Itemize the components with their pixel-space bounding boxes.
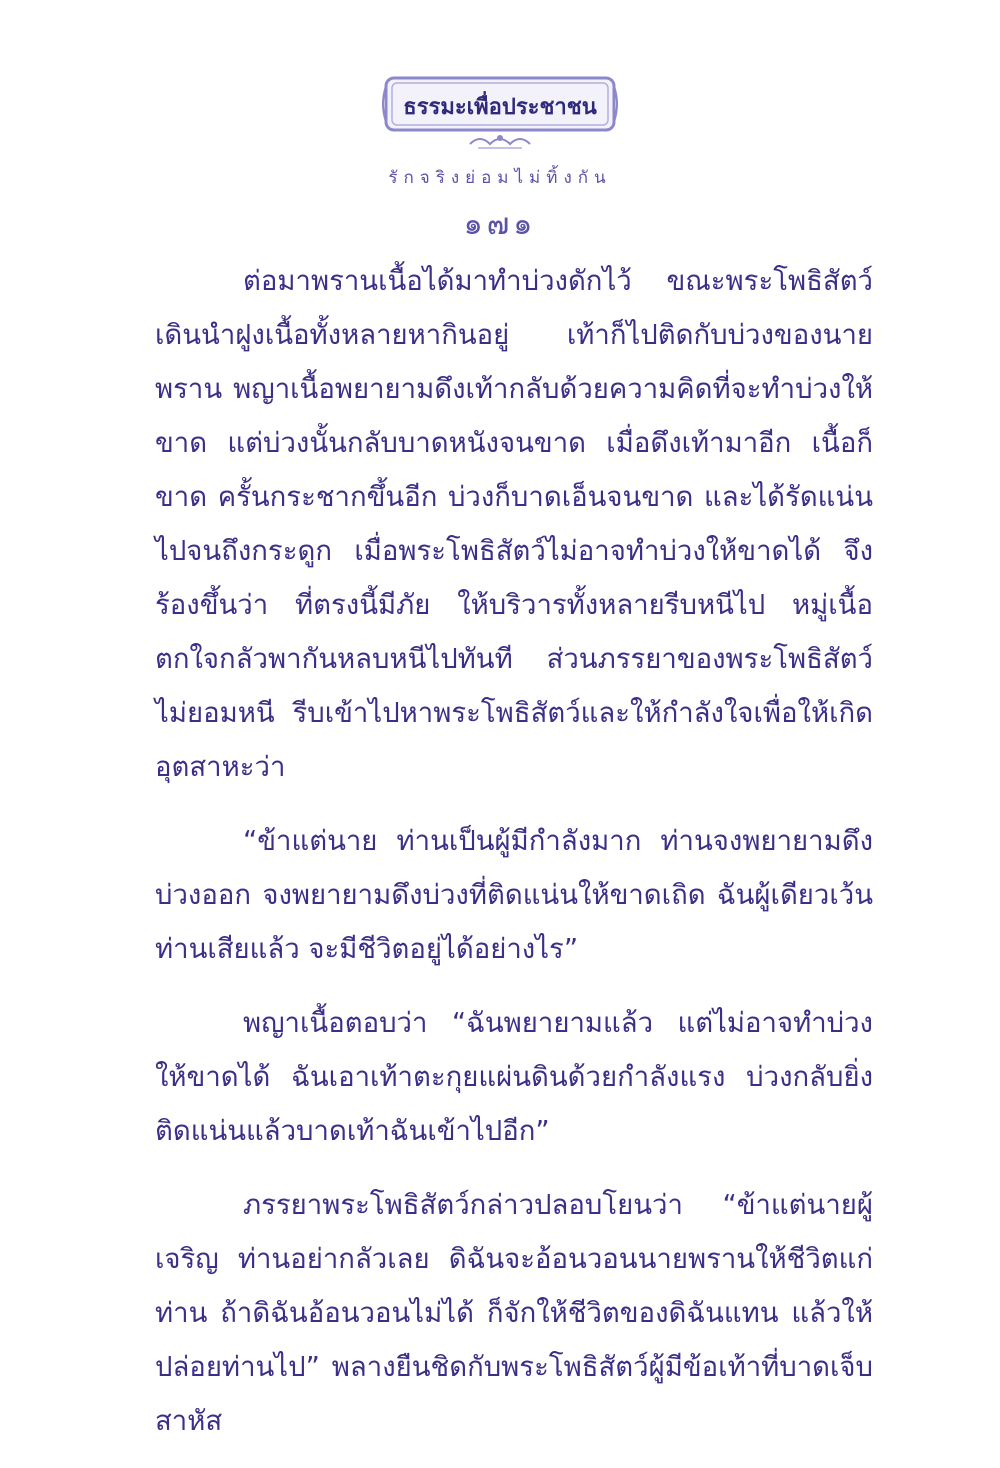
paragraph: พญาเนื้อตอบว่า “ฉันพยายามแล้ว แต่ไม่อาจทำบ่วงให้ขาดได้ ฉันเอาเท้าตะกุยแผ่นดินด้วยกำลังแรง บ่วงกลับยิ่งติดแน่นแล้วบาดเท้าฉันเข้าไปอีก” — [155, 1007, 873, 1147]
logo-text: ธรรมะเพื่อประชาชน — [403, 95, 597, 120]
paragraph: ต่อมาพรานเนื้อได้มาทำบ่วงดักไว้ ขณะพระโพธิสัตว์เดินนำฝูงเนื้อทั้งหลายหากินอยู่ เท้าก็ไปติดกับบ่วงของนายพราน พญาเนื้อพยายามดึงเท้ากลับด้วยความคิดที่จะทำบ่วงให้ขาด แต่บ่วงนั้นกลับบาดหนังจนขาด เมื่อดึงเท้ามาอีก เนื้อก็ขาด ครั้นกระชากขึ้นอีก บ่วงก็บาดเอ็นจนขาด และได้รัดแน่นไปจนถึงกระดูก เมื่อพระโพธิสัตว์ไม่อาจทำบ่วงให้ขาดได้ จึงร้องขึ้นว่า ที่ตรงนี้มีภัย ให้บริวารทั้งหลายรีบหนีไป หมู่เนื้อตกใจกลัวพากันหลบหนีไปทันที ส่วนภรรยาของพระโพธิสัตว์ไม่ยอมหนี รีบเข้าไปหาพระโพธิสัตว์และให้กำลังใจเพื่อให้เกิดอุตสาหะว่า — [155, 265, 873, 783]
paragraph: “ข้าแต่นาย ท่านเป็นผู้มีกำลังมาก ท่านจงพยายามดึงบ่วงออก จงพยายามดึงบ่วงที่ติดแน่นให้ขาดเถิด ฉันผู้เดียวเว้นท่านเสียแล้ว จะมีชีวิตอยู่ได้อย่างไร” — [155, 825, 873, 965]
series-logo — [380, 72, 620, 158]
paragraph: ภรรยาพระโพธิสัตว์กล่าวปลอบโยนว่า “ข้าแต่นายผู้เจริญ ท่านอย่ากลัวเลย ดิฉันจะอ้อนวอนนายพรานให้ชีวิตแก่ท่าน ถ้าดิฉันอ้อนวอนไม่ได้ ก็จักให้ชีวิตของดิฉันแทน แล้วให้ปล่อยท่านไป” พลางยืนชิดกับพระโพธิสัตว์ผู้มีข้อเท้าที่บาดเจ็บสาหัส — [155, 1189, 873, 1437]
motto-text: รักจริงย่อมไม่ทิ้งกัน — [388, 168, 612, 188]
page-number: ๑๗๑ — [463, 207, 537, 242]
body-text — [155, 254, 873, 1468]
page-header — [0, 72, 1000, 248]
